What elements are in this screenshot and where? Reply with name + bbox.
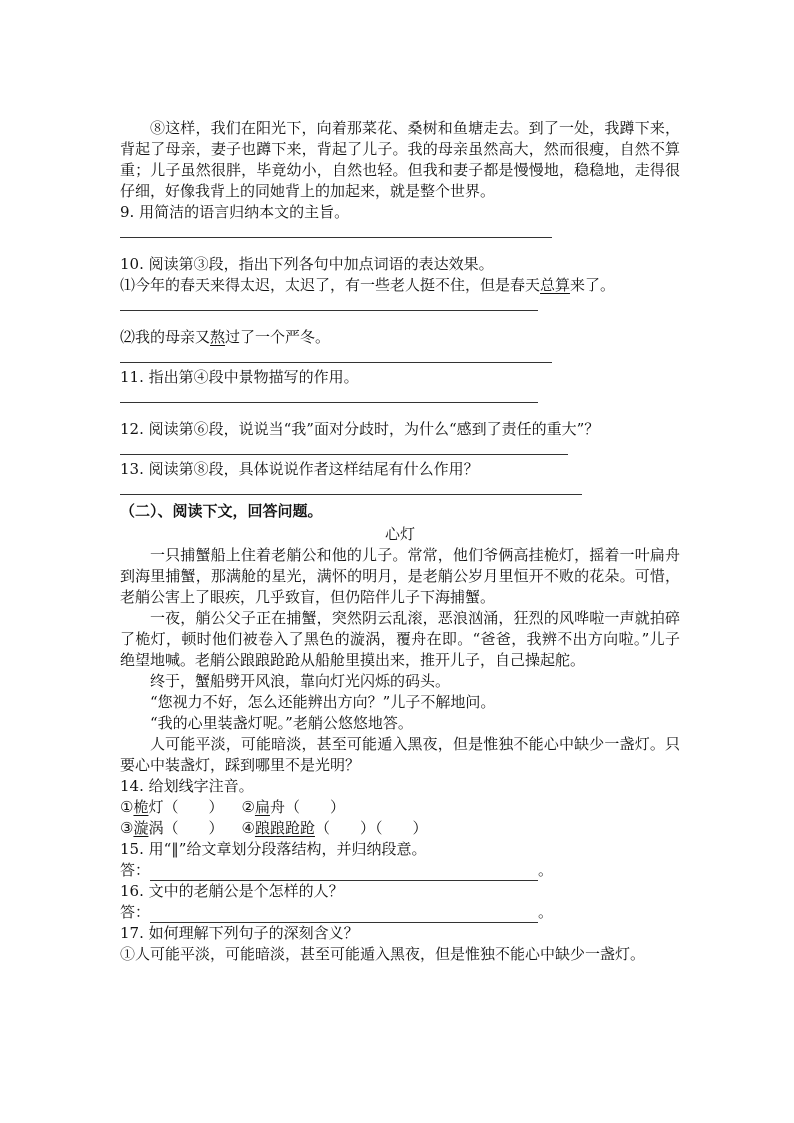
question-17: 17. 如何理解下列句子的深刻含义？	[120, 924, 359, 942]
story-paragraph: “我的心里装盏灯呢。”老艄公悠悠地答。	[150, 714, 413, 732]
question-16: 16. 文中的老艄公是个怎样的人？	[120, 882, 344, 900]
story-paragraph: 人可能平淡，可能暗淡，甚至可能遁入黑夜，但是惟独不能心中缺少一盏灯。只要心中装盏灯，踩到哪里不是光明？	[120, 735, 680, 774]
q14-underlined: 漩	[133, 819, 149, 837]
q10-1-text-end: 来了。	[570, 276, 616, 294]
q10-2-text-end: 过了一个严冬。	[225, 328, 331, 346]
question-13: 13. 阅读第⑧段，具体说说作者这样结尾有什么作用？	[120, 460, 479, 478]
answer-line-10-1[interactable]	[120, 296, 538, 311]
section-2-heading: （二）、阅读下文，回答问题。	[120, 502, 323, 520]
document-page	[120, 118, 680, 965]
question-10-2	[120, 327, 680, 348]
q14-option-num: ③	[120, 819, 134, 837]
answer-line-12[interactable]	[120, 440, 568, 455]
q14-blank[interactable]: 舟（ ）	[269, 798, 345, 816]
answer-label: 答：	[120, 903, 151, 921]
q10-2-text: ⑵我的母亲又	[120, 328, 211, 346]
q10-1-text: ⑴今年的春天来得太迟，太迟了，有一些老人挺不住，但是春天	[120, 276, 541, 294]
answer-label: 答：	[120, 861, 151, 879]
answer-line-15[interactable]	[150, 865, 538, 881]
answer-line-10-2[interactable]	[120, 348, 552, 363]
q14-underlined: 扁	[254, 798, 270, 816]
q14-row-1	[120, 797, 680, 818]
q14-option-num: ②	[241, 798, 255, 816]
q14-option-num: ④	[241, 819, 255, 837]
question-14: 14. 给划线字注音。	[120, 777, 254, 795]
story-title: 心灯	[384, 525, 415, 543]
answer-line-9[interactable]	[120, 223, 552, 238]
answer-end: 。	[538, 861, 554, 879]
question-11: 11. 指出第④段中景物描写的作用。	[120, 368, 359, 386]
story-paragraph: “您视力不好，怎么还能辨出方向？”儿子不解地问。	[150, 693, 496, 711]
q14-underlined: 桅	[133, 798, 149, 816]
q10-1-underlined: 总算	[540, 276, 571, 294]
question-10-1	[120, 275, 680, 296]
q10-2-underlined: 熬	[210, 328, 226, 346]
answer-15	[120, 860, 680, 881]
question-9: 9. 用简洁的语言归纳本文的主旨。	[120, 203, 350, 221]
answer-16	[120, 902, 680, 923]
q14-option-num: ①	[120, 798, 134, 816]
question-12: 12. 阅读第⑥段，说说当“我”面对分歧时，为什么“感到了责任的重大”？	[120, 420, 600, 438]
question-17-1: ①人可能平淡，可能暗淡，甚至可能遁入黑夜，但是惟独不能心中缺少一盏灯。	[120, 945, 646, 963]
q14-blank[interactable]: 灯（ ）	[148, 798, 224, 816]
q14-blank[interactable]: （ ）（ ）	[314, 819, 428, 837]
answer-line-13[interactable]	[120, 480, 582, 495]
q14-blank[interactable]: 涡（ ）	[148, 819, 224, 837]
story-paragraph: 一夜，艄公父子正在捕蟹，突然阴云乱滚，恶浪汹涌，狂烈的风哗啦一声就拍碎了桅灯，顿时他们被卷入了黑色的漩涡，覆舟在即。“爸爸，我辨不出方向啦。”儿子绝望地喊。老艄公踉踉跄跄从船舱里摸出来，推开儿子，自己操起舵。	[120, 609, 680, 669]
answer-line-11[interactable]	[120, 388, 538, 403]
answer-line-16[interactable]	[150, 907, 538, 923]
question-15: 15. 用“‖”给文章划分段落结构，并归纳段意。	[120, 840, 427, 858]
q14-underlined: 踉踉跄跄	[254, 819, 315, 837]
question-10: 10. 阅读第③段，指出下列各句中加点词语的表达效果。	[120, 255, 494, 273]
paragraph-8: ⑧这样，我们在阳光下，向着那菜花、桑树和鱼塘走去。到了一处，我蹲下来，背起了母亲，妻子也蹲下来，背起了儿子。我的母亲虽然高大，然而很瘦，自然不算重；儿子虽然很胖，毕竟幼小，自然也轻。但我和妻子都是慢慢地，稳稳地，走得很仔细，好像我背上的同她背上的加起来，就是整个世界。	[120, 119, 680, 200]
q14-row-2	[120, 818, 680, 839]
story-paragraph: 一只捕蟹船上住着老艄公和他的儿子。常常，他们爷俩高挂桅灯，摇着一叶扁舟到海里捕蟹，那满舱的星光，满怀的明月，是老艄公岁月里恒开不败的花朵。可惜，老艄公害上了眼疾，几乎致盲，但仍陪伴儿子下海捕蟹。	[120, 546, 680, 606]
story-paragraph: 终于，蟹船劈开风浪，靠向灯光闪烁的码头。	[150, 672, 451, 690]
answer-end: 。	[538, 903, 554, 921]
